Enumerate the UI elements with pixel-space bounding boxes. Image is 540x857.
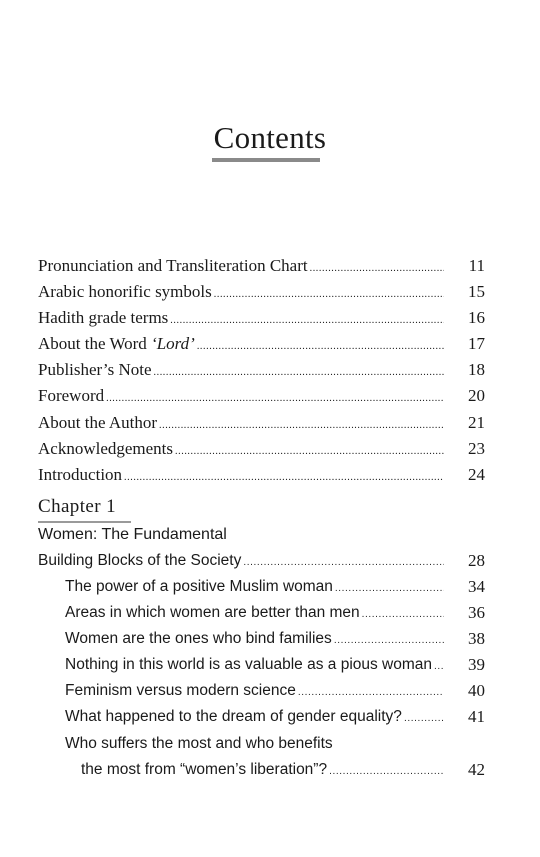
- toc-page-number: 20: [468, 386, 485, 406]
- dot-leader: [243, 553, 444, 573]
- toc-entry-text: Hadith grade terms: [38, 308, 169, 328]
- toc-section-text: the most from “women’s liberation”?: [81, 760, 328, 778]
- toc-page-number: 15: [468, 282, 485, 302]
- chapter-title-text: Women: The Fundamental: [38, 525, 227, 543]
- dot-leader: [298, 683, 444, 703]
- toc-section-womens-liberation-line-2[interactable]: [38, 760, 490, 786]
- toc-entry-hadith-grade-terms[interactable]: [38, 308, 490, 334]
- toc-section-women-better[interactable]: [38, 603, 490, 629]
- toc-page-number: 38: [468, 629, 485, 649]
- toc-entry-about-author[interactable]: [38, 413, 490, 439]
- dot-leader: [335, 579, 444, 599]
- dot-leader: [404, 709, 444, 729]
- toc-entry-acknowledgements[interactable]: [38, 439, 490, 465]
- toc-section-gender-equality[interactable]: [38, 707, 490, 733]
- toc-entry-about-word-lord[interactable]: [38, 334, 490, 360]
- chapter-label: Chapter 1: [38, 495, 116, 517]
- toc-page-number: 23: [468, 438, 485, 458]
- dot-leader: [334, 631, 444, 651]
- dot-leader: [310, 259, 444, 279]
- toc-page-number: 28: [468, 550, 485, 570]
- toc-page-number: 24: [468, 464, 485, 484]
- toc-entry-foreword[interactable]: [38, 386, 490, 412]
- dot-leader: [175, 442, 444, 462]
- toc-section-text: Areas in which women are better than men: [65, 604, 360, 622]
- toc-page-number: 42: [468, 759, 485, 779]
- dot-leader: [197, 337, 444, 357]
- chapter-underline: [38, 521, 131, 523]
- dot-leader: [434, 657, 444, 677]
- toc-entry-text: About the Author: [38, 412, 157, 432]
- toc-entry-publishers-note[interactable]: [38, 360, 490, 386]
- page-title: Contents: [213, 120, 327, 155]
- toc-section-pious-woman[interactable]: [38, 655, 490, 681]
- dot-leader: [106, 389, 444, 409]
- toc-section-text: Who suffers the most and who benefits: [65, 734, 333, 752]
- dot-leader: [362, 605, 444, 625]
- toc-entry-text: Foreword: [38, 386, 105, 406]
- toc-page-number: 11: [468, 256, 485, 275]
- toc-entry-text-prefix: About the Word: [38, 334, 152, 354]
- toc-section-text: Nothing in this world is as valuable as a pious woman: [65, 656, 433, 674]
- toc-section-text: Women are the ones who bind families: [65, 630, 332, 648]
- toc-entry-text: Acknowledgements: [38, 438, 174, 458]
- title-underline: [212, 158, 320, 162]
- toc-page-number: 36: [468, 603, 485, 623]
- toc-entry-text: Arabic honorific symbols: [38, 282, 212, 302]
- toc-entry-text: [38, 334, 195, 354]
- toc-section-text: What happened to the dream of gender equality?: [65, 708, 402, 726]
- table-of-contents: [38, 256, 490, 786]
- toc-page-number: 41: [468, 707, 485, 727]
- chapter-heading: [38, 495, 490, 525]
- toc-section-text: Feminism versus modern science: [65, 682, 296, 700]
- toc-page-number: 21: [468, 412, 485, 432]
- toc-page-number: 34: [468, 576, 485, 596]
- toc-entry-introduction[interactable]: [38, 465, 490, 491]
- dot-leader: [124, 468, 444, 488]
- toc-page-number: 39: [468, 655, 485, 675]
- toc-entry-text: Pronunciation and Transliteration Chart: [38, 256, 308, 275]
- toc-entry-honorific-symbols[interactable]: [38, 282, 490, 308]
- toc-page-number: 40: [468, 681, 485, 701]
- toc-section-text: The power of a positive Muslim woman: [65, 577, 333, 595]
- toc-section-positive-woman[interactable]: [38, 577, 490, 603]
- dot-leader: [159, 416, 444, 436]
- chapter-title-line-2[interactable]: [38, 551, 490, 577]
- toc-page-number: 16: [468, 308, 485, 328]
- toc-section-feminism-science[interactable]: [38, 681, 490, 707]
- toc-entry-text-italic: ‘Lord’: [151, 334, 195, 354]
- dot-leader: [170, 311, 444, 331]
- toc-page-number: 17: [468, 334, 485, 354]
- chapter-title-text: Building Blocks of the Society: [38, 551, 242, 569]
- toc-entry-text: Introduction: [38, 464, 123, 484]
- toc-entry-pronunciation[interactable]: [38, 256, 490, 282]
- toc-section-womens-liberation-line-1[interactable]: [38, 734, 490, 760]
- toc-page-number: 18: [468, 360, 485, 380]
- dot-leader: [329, 762, 444, 782]
- toc-section-bind-families[interactable]: [38, 629, 490, 655]
- chapter-title-line-1[interactable]: [38, 525, 490, 551]
- dot-leader: [154, 363, 445, 383]
- toc-entry-text: Publisher’s Note: [38, 360, 152, 380]
- dot-leader: [214, 285, 444, 305]
